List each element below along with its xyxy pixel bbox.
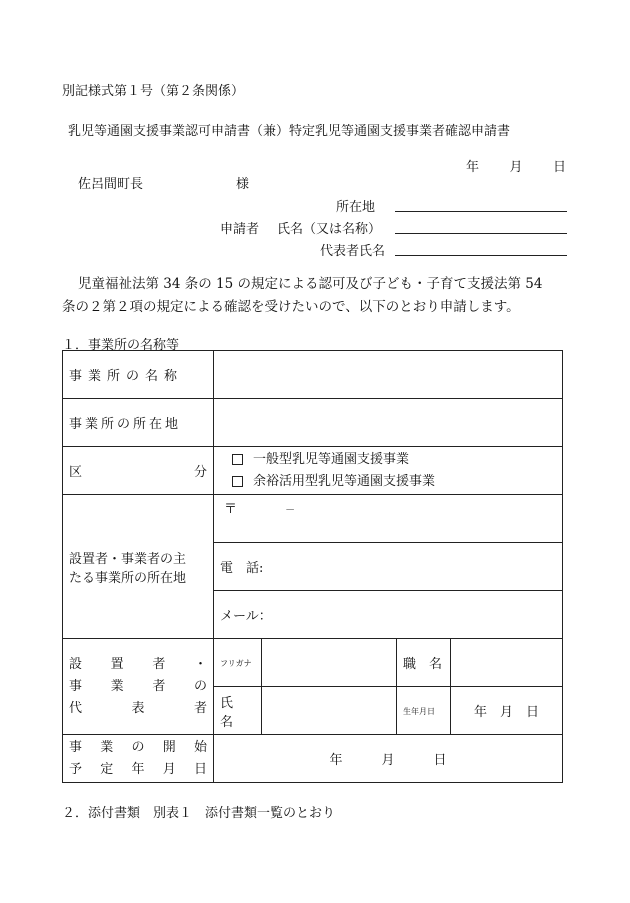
position-field[interactable] [451, 639, 563, 687]
form-number: 別記様式第１号（第２条関係） [62, 84, 245, 99]
applicant-rep-line[interactable] [395, 255, 567, 256]
intro-line-1: 児童福祉法第 34 条の 15 の規定による認可及び子ども・子育て支援法第 54 [78, 276, 543, 292]
operator-address-label: 設置者・事業者の主 たる事業所の所在地 [63, 495, 214, 639]
row-facility-name [63, 351, 563, 399]
applicant-rep-label: 代表者氏名 [320, 244, 386, 259]
birth-field[interactable]: 年 月 日 [451, 687, 563, 735]
applicant-name-label: 氏名（又は名称） [277, 222, 382, 237]
representative-label: 設 置 者 ・ 事 業 者 の 代 表 者 [63, 639, 214, 735]
facility-name-label: 事業所の名称 [63, 351, 214, 399]
applicant-address-line[interactable] [395, 211, 567, 212]
option-surplus[interactable]: 余裕活用型乳児等通園支援事業 [220, 471, 556, 493]
applicant-name-line[interactable] [395, 233, 567, 234]
addressee-name: 佐呂間町長 [78, 177, 144, 192]
row-category [63, 447, 563, 495]
row-start-date [63, 735, 563, 783]
category-options [214, 447, 563, 495]
date-day: 日 [552, 160, 566, 175]
name-field[interactable] [262, 687, 397, 735]
applicant-label: 申請者 [220, 222, 260, 237]
date-year: 年 [466, 160, 480, 175]
section1-title: １．事業所の名称等 [62, 338, 180, 353]
date-line [466, 156, 566, 175]
applicant-address-label: 所在地 [336, 200, 376, 215]
facility-address-field[interactable] [214, 399, 563, 447]
facility-name-field[interactable] [214, 351, 563, 399]
furigana-field[interactable] [262, 639, 397, 687]
form-title: 乳児等通園支援事業認可申請書（兼）特定乳児等通園支援事業者確認申請書 [68, 124, 511, 139]
start-date-label: 事 業 の 開 始 予 定 年 月 日 [63, 735, 214, 783]
checkbox-surplus[interactable] [232, 476, 243, 487]
intro-line-2: 条の２第２項の規定による確認を受けたいので、以下のとおり申請します。 [62, 299, 520, 315]
row-operator-postal [63, 495, 563, 543]
section2-title: ２．添付書類 別表１ 添付書類一覧のとおり [62, 806, 336, 821]
option-general[interactable]: 一般型乳児等通園支援事業 [220, 449, 556, 471]
checkbox-general[interactable] [232, 454, 243, 465]
addressee-honorific: 様 [236, 177, 250, 192]
date-month: 月 [509, 160, 523, 175]
start-date-field[interactable]: 年 月 日 [214, 735, 563, 783]
name-label: 氏 名 [214, 687, 262, 735]
email-field[interactable]: メール： [214, 591, 563, 639]
furigana-label: フリガナ [214, 639, 262, 687]
postal-dash: － [285, 505, 296, 516]
phone-field[interactable]: 電 話: [214, 543, 563, 591]
postal-field[interactable] [214, 495, 563, 543]
position-label: 職 名 [397, 639, 451, 687]
facility-table [62, 350, 563, 783]
birth-label: 生年月日 [397, 687, 451, 735]
category-label: 区 分 [63, 447, 214, 495]
row-rep-furigana [63, 639, 563, 687]
facility-address-label: 事業所の所在地 [63, 399, 214, 447]
postal-mark: 〒 [224, 502, 238, 517]
row-facility-address [63, 399, 563, 447]
